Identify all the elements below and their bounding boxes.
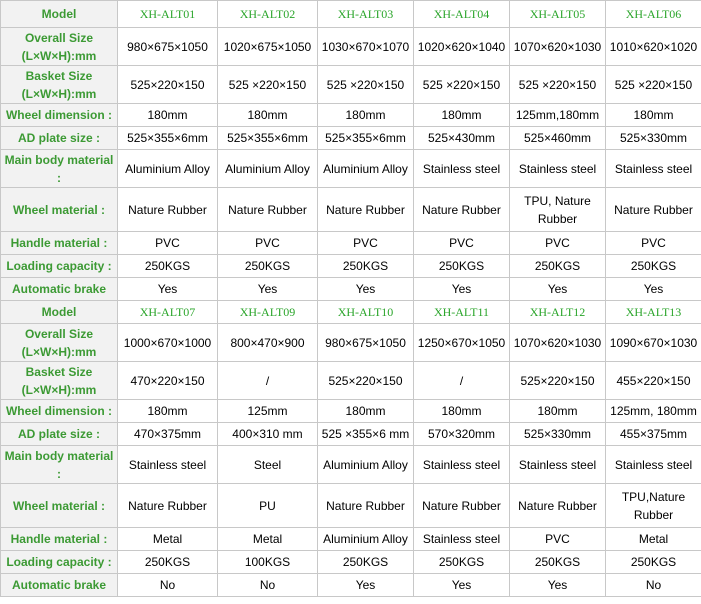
wheel-dimension-value: 180mm (218, 104, 318, 127)
table2-overall-size-row (1, 324, 701, 362)
wheel-material-value: Nature Rubber (414, 188, 510, 232)
wheel-material-value: Nature Rubber (606, 188, 701, 232)
handle-material-value: PVC (606, 232, 701, 255)
main-body-material-value: Stainless steel (510, 446, 606, 484)
table1-main-body-material-row (1, 150, 701, 188)
loading-capacity-value: 100KGS (218, 551, 318, 574)
main-body-material-value: Stainless steel (414, 446, 510, 484)
wheel-dimension-value: 180mm (510, 400, 606, 423)
table2-wheel-dimension-row (1, 400, 701, 423)
automatic-brake-label: Automatic brake (1, 278, 118, 301)
loading-capacity-value: 250KGS (510, 255, 606, 278)
automatic-brake-value: No (606, 574, 701, 597)
main-body-material-value: Stainless steel (510, 150, 606, 188)
handle-material-value: Stainless steel (414, 528, 510, 551)
wheel-material-value: TPU, Nature Rubber (510, 188, 606, 232)
main-body-material-value: Stainless steel (414, 150, 510, 188)
loading-capacity-label: Loading capacity : (1, 255, 118, 278)
wheel-material-value: Nature Rubber (118, 188, 218, 232)
overall-size-value: 1070×620×1030 (510, 28, 606, 66)
handle-material-value: Metal (118, 528, 218, 551)
automatic-brake-value: Yes (318, 574, 414, 597)
table1-wheel-material-row (1, 188, 701, 232)
main-body-material-value: Stainless steel (606, 150, 701, 188)
table1-handle-material-row (1, 232, 701, 255)
wheel-dimension-value: 180mm (118, 400, 218, 423)
handle-material-value: PVC (510, 232, 606, 255)
model-label: Model (1, 1, 118, 28)
main-body-material-value: Aluminium Alloy (318, 150, 414, 188)
model-name: XH-ALT01 (118, 1, 218, 28)
table1-loading-capacity-row (1, 255, 701, 278)
ad-plate-size-value: 570×320mm (414, 423, 510, 446)
wheel-dimension-value: 125mm (218, 400, 318, 423)
basket-size-value: 525 ×220×150 (414, 66, 510, 104)
loading-capacity-value: 250KGS (510, 551, 606, 574)
table1-model-row (1, 1, 701, 28)
basket-size-value: 525 ×220×150 (606, 66, 701, 104)
basket-size-value: 470×220×150 (118, 362, 218, 400)
basket-size-value: 525 ×220×150 (318, 66, 414, 104)
wheel-material-value: Nature Rubber (414, 484, 510, 528)
wheel-dimension-value: 180mm (414, 400, 510, 423)
loading-capacity-value: 250KGS (118, 255, 218, 278)
model-name: XH-ALT09 (218, 301, 318, 324)
loading-capacity-value: 250KGS (606, 255, 701, 278)
table2-loading-capacity-row (1, 551, 701, 574)
overall-size-value: 980×675×1050 (318, 324, 414, 362)
table1-automatic-brake-row (1, 278, 701, 301)
wheel-dimension-value: 180mm (318, 400, 414, 423)
main-body-material-value: Steel (218, 446, 318, 484)
ad-plate-size-value: 525×330mm (510, 423, 606, 446)
table2-basket-size-row (1, 362, 701, 400)
wheel-material-value: Nature Rubber (510, 484, 606, 528)
model-name: XH-ALT11 (414, 301, 510, 324)
main-body-material-value: Aluminium Alloy (118, 150, 218, 188)
ad-plate-size-label: AD plate size : (1, 127, 118, 150)
wheel-material-value: Nature Rubber (318, 484, 414, 528)
table1-basket-size-row (1, 66, 701, 104)
model-name: XH-ALT12 (510, 301, 606, 324)
table2-main-body-material-row (1, 446, 701, 484)
wheel-dimension-label: Wheel dimension : (1, 104, 118, 127)
wheel-dimension-value: 180mm (606, 104, 701, 127)
overall-size-value: 980×675×1050 (118, 28, 218, 66)
table2-model-row (1, 301, 701, 324)
model-name: XH-ALT02 (218, 1, 318, 28)
automatic-brake-value: No (218, 574, 318, 597)
basket-size-value: / (414, 362, 510, 400)
loading-capacity-value: 250KGS (318, 551, 414, 574)
automatic-brake-value: Yes (510, 574, 606, 597)
ad-plate-size-value: 525×330mm (606, 127, 701, 150)
basket-size-value: 525×220×150 (318, 362, 414, 400)
loading-capacity-value: 250KGS (414, 255, 510, 278)
overall-size-label: Overall Size (L×W×H):mm (1, 324, 118, 362)
table2-automatic-brake-row (1, 574, 701, 597)
loading-capacity-value: 250KGS (118, 551, 218, 574)
wheel-material-value: Nature Rubber (118, 484, 218, 528)
overall-size-value: 1070×620×1030 (510, 324, 606, 362)
handle-material-value: PVC (218, 232, 318, 255)
basket-size-value: 455×220×150 (606, 362, 701, 400)
overall-size-value: 800×470×900 (218, 324, 318, 362)
ad-plate-size-label: AD plate size : (1, 423, 118, 446)
handle-material-value: PVC (118, 232, 218, 255)
ad-plate-size-value: 525×430mm (414, 127, 510, 150)
ad-plate-size-value: 525×355×6mm (118, 127, 218, 150)
wheel-material-value: TPU,Nature Rubber (606, 484, 701, 528)
overall-size-value: 1010×620×1020 (606, 28, 701, 66)
loading-capacity-value: 250KGS (606, 551, 701, 574)
handle-material-value: Aluminium Alloy (318, 528, 414, 551)
automatic-brake-value: No (118, 574, 218, 597)
table1-ad-plate-size-row (1, 127, 701, 150)
model-name: XH-ALT07 (118, 301, 218, 324)
table1-overall-size-row (1, 28, 701, 66)
ad-plate-size-value: 525 ×355×6 mm (318, 423, 414, 446)
ad-plate-size-value: 455×375mm (606, 423, 701, 446)
automatic-brake-value: Yes (414, 278, 510, 301)
overall-size-value: 1020×620×1040 (414, 28, 510, 66)
handle-material-value: Metal (606, 528, 701, 551)
model-label: Model (1, 301, 118, 324)
automatic-brake-value: Yes (606, 278, 701, 301)
basket-size-label: Basket Size (L×W×H):mm (1, 362, 118, 400)
wheel-material-value: PU (218, 484, 318, 528)
handle-material-value: PVC (510, 528, 606, 551)
ad-plate-size-value: 400×310 mm (218, 423, 318, 446)
main-body-material-label: Main body material : (1, 446, 118, 484)
basket-size-value: / (218, 362, 318, 400)
ad-plate-size-value: 470×375mm (118, 423, 218, 446)
basket-size-value: 525 ×220×150 (218, 66, 318, 104)
main-body-material-value: Aluminium Alloy (318, 446, 414, 484)
overall-size-value: 1020×675×1050 (218, 28, 318, 66)
wheel-dimension-value: 125mm,180mm (510, 104, 606, 127)
loading-capacity-value: 250KGS (318, 255, 414, 278)
wheel-dimension-value: 180mm (414, 104, 510, 127)
wheel-dimension-value: 125mm, 180mm (606, 400, 701, 423)
wheel-material-value: Nature Rubber (318, 188, 414, 232)
model-name: XH-ALT03 (318, 1, 414, 28)
automatic-brake-value: Yes (318, 278, 414, 301)
wheel-dimension-value: 180mm (118, 104, 218, 127)
ad-plate-size-value: 525×460mm (510, 127, 606, 150)
handle-material-label: Handle material : (1, 232, 118, 255)
overall-size-value: 1030×670×1070 (318, 28, 414, 66)
automatic-brake-label: Automatic brake (1, 574, 118, 597)
model-name: XH-ALT06 (606, 1, 701, 28)
automatic-brake-value: Yes (414, 574, 510, 597)
wheel-material-label: Wheel material : (1, 188, 118, 232)
overall-size-value: 1000×670×1000 (118, 324, 218, 362)
automatic-brake-value: Yes (118, 278, 218, 301)
loading-capacity-value: 250KGS (218, 255, 318, 278)
table2-ad-plate-size-row (1, 423, 701, 446)
loading-capacity-label: Loading capacity : (1, 551, 118, 574)
handle-material-value: PVC (414, 232, 510, 255)
wheel-material-label: Wheel material : (1, 484, 118, 528)
ad-plate-size-value: 525×355×6mm (318, 127, 414, 150)
table2-handle-material-row (1, 528, 701, 551)
automatic-brake-value: Yes (510, 278, 606, 301)
wheel-material-value: Nature Rubber (218, 188, 318, 232)
basket-size-value: 525 ×220×150 (510, 66, 606, 104)
overall-size-value: 1090×670×1030 (606, 324, 701, 362)
overall-size-label: Overall Size (L×W×H):mm (1, 28, 118, 66)
table1-wheel-dimension-row (1, 104, 701, 127)
basket-size-value: 525×220×150 (510, 362, 606, 400)
model-name: XH-ALT10 (318, 301, 414, 324)
basket-size-value: 525×220×150 (118, 66, 218, 104)
main-body-material-value: Aluminium Alloy (218, 150, 318, 188)
model-name: XH-ALT13 (606, 301, 701, 324)
overall-size-value: 1250×670×1050 (414, 324, 510, 362)
wheel-dimension-value: 180mm (318, 104, 414, 127)
handle-material-value: PVC (318, 232, 414, 255)
main-body-material-value: Stainless steel (118, 446, 218, 484)
loading-capacity-value: 250KGS (414, 551, 510, 574)
table2-wheel-material-row (1, 484, 701, 528)
basket-size-label: Basket Size (L×W×H):mm (1, 66, 118, 104)
main-body-material-label: Main body material : (1, 150, 118, 188)
wheel-dimension-label: Wheel dimension : (1, 400, 118, 423)
model-name: XH-ALT04 (414, 1, 510, 28)
automatic-brake-value: Yes (218, 278, 318, 301)
ad-plate-size-value: 525×355×6mm (218, 127, 318, 150)
handle-material-label: Handle material : (1, 528, 118, 551)
model-name: XH-ALT05 (510, 1, 606, 28)
main-body-material-value: Stainless steel (606, 446, 701, 484)
handle-material-value: Metal (218, 528, 318, 551)
